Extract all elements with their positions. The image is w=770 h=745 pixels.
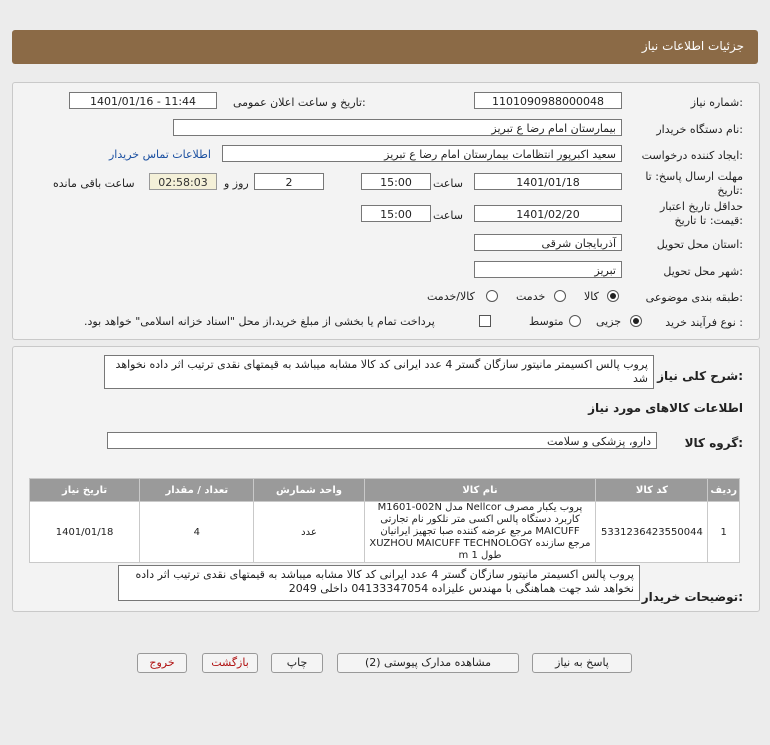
validity-label-2: قیمت: تا تاریخ: xyxy=(674,214,743,227)
cell-qty: 4 xyxy=(140,502,254,563)
goods-group-label: گروه کالا: xyxy=(684,436,743,450)
cell-date: 1401/01/18 xyxy=(30,502,140,563)
col-unit: واحد شمارش xyxy=(254,479,364,502)
city-label: شهر محل تحویل: xyxy=(663,265,743,278)
need-number-field: 1101090988000048 xyxy=(474,92,622,109)
creator-label: ایجاد کننده درخواست: xyxy=(641,149,743,162)
process-radio-medium[interactable] xyxy=(569,315,581,327)
buyer-org-field: بیمارستان امام رضا ع تبریز xyxy=(173,119,622,136)
remaining-time-label: ساعت باقی مانده xyxy=(53,177,135,190)
validity-date-field: 1401/02/20 xyxy=(474,205,622,222)
process-option-medium: متوسط xyxy=(529,315,564,328)
col-code: کد کالا xyxy=(596,479,708,502)
province-field: آذربایجان شرقی xyxy=(474,234,622,251)
category-radio-goods-service[interactable] xyxy=(486,290,498,302)
process-option-minor: جزیی xyxy=(596,315,622,328)
cell-unit: عدد xyxy=(254,502,364,563)
goods-info-title: اطلاعات کالاهای مورد نیاز xyxy=(588,401,743,415)
category-option-goods: کالا xyxy=(584,290,599,303)
process-label: نوع فرآیند خرید : xyxy=(665,316,743,329)
city-field: تبریز xyxy=(474,261,622,278)
goods-group-field: دارو، پزشکی و سلامت xyxy=(107,432,657,449)
print-button[interactable]: چاپ xyxy=(271,653,323,673)
deadline-date-field: 1401/01/18 xyxy=(474,173,622,190)
page-title: جزئیات اطلاعات نیاز xyxy=(641,39,744,53)
announce-date-label: تاریخ و ساعت اعلان عمومی: xyxy=(233,96,366,109)
category-radio-service[interactable] xyxy=(554,290,566,302)
col-row: ردیف xyxy=(708,479,740,502)
exit-button[interactable]: خروج xyxy=(137,653,187,673)
col-date: تاریخ نیاز xyxy=(30,479,140,502)
creator-field: سعید اکبرپور انتظامات بیمارستان امام رضا ع تبریز xyxy=(222,145,622,162)
back-button[interactable]: بازگشت xyxy=(202,653,258,673)
deadline-label-1: مهلت ارسال پاسخ: تا xyxy=(645,170,743,183)
days-label: روز و xyxy=(224,177,249,190)
need-number-label: شماره نیاز: xyxy=(690,96,743,109)
buyer-notes-label: توضیحات خریدار: xyxy=(641,590,743,604)
validity-time-field: 15:00 xyxy=(361,205,431,222)
view-attachments-button[interactable]: مشاهده مدارک پیوستی (2) xyxy=(337,653,519,673)
buyer-contact-link[interactable]: اطلاعات تماس خریدار xyxy=(109,148,211,161)
page-header xyxy=(12,30,758,64)
validity-time-label: ساعت xyxy=(433,209,463,222)
validity-label-1: حداقل تاریخ اعتبار xyxy=(659,200,743,213)
category-option-service: خدمت xyxy=(516,290,546,303)
treasury-payment-checkbox[interactable] xyxy=(479,315,491,327)
col-qty: تعداد / مقدار xyxy=(140,479,254,502)
cell-code: 5331236423550044 xyxy=(596,502,708,563)
category-label: طبقه بندی موضوعی: xyxy=(645,291,743,304)
days-remaining-field: 2 xyxy=(254,173,324,190)
goods-table-header xyxy=(30,479,740,502)
province-label: استان محل تحویل: xyxy=(656,238,743,251)
general-desc-field: پروب پالس اکسیمتر مانیتور سازگان گستر 4 عدد ایرانی کد کالا مشابه میباشد به قیمتهای نقدی ترتیب اثر داده نخواهد شد xyxy=(104,355,654,389)
deadline-time-field: 15:00 xyxy=(361,173,431,190)
reply-button[interactable]: پاسخ به نیاز xyxy=(532,653,632,673)
buyer-org-label: نام دستگاه خریدار: xyxy=(656,123,743,136)
announce-date-field: 1401/01/16 - 11:44 xyxy=(69,92,217,109)
category-radio-goods[interactable] xyxy=(607,290,619,302)
buyer-notes-field: پروب پالس اکسیمتر مانیتور سازگان گستر 4 عدد ایرانی کد کالا مشابه میباشد به قیمتهای نقدی ترتیب اثر داده نخواهد شد جهت هماهنگی با مهندس علیزاده 04133347054 داخلی 2049 xyxy=(118,565,640,601)
deadline-label-2: تاریخ: xyxy=(717,184,743,197)
remaining-time-field: 02:58:03 xyxy=(149,173,217,190)
process-radio-minor[interactable] xyxy=(630,315,642,327)
table-row xyxy=(30,502,740,563)
goods-table xyxy=(29,478,740,563)
cell-name: پروب یکبار مصرف Nellcor مدل M1601-002N کاربرد دستگاه پالس اکسی متر نلکور نام تجارتی MAICUFF مرجع عرضه کننده صبا تجهیز ایرانیان مرجع سازنده XUZHOU MAICUFF TECHNOLOGY طول 1 m xyxy=(364,502,596,563)
col-name: نام کالا xyxy=(364,479,596,502)
general-desc-label: شرح کلی نیاز: xyxy=(657,369,743,383)
treasury-payment-note: پرداخت تمام یا بخشی از مبلغ خرید،از محل "اسناد خزانه اسلامی" خواهد بود. xyxy=(84,315,435,328)
cell-row: 1 xyxy=(708,502,740,563)
deadline-time-label: ساعت xyxy=(433,177,463,190)
category-option-goods-service: کالا/خدمت xyxy=(427,290,475,303)
